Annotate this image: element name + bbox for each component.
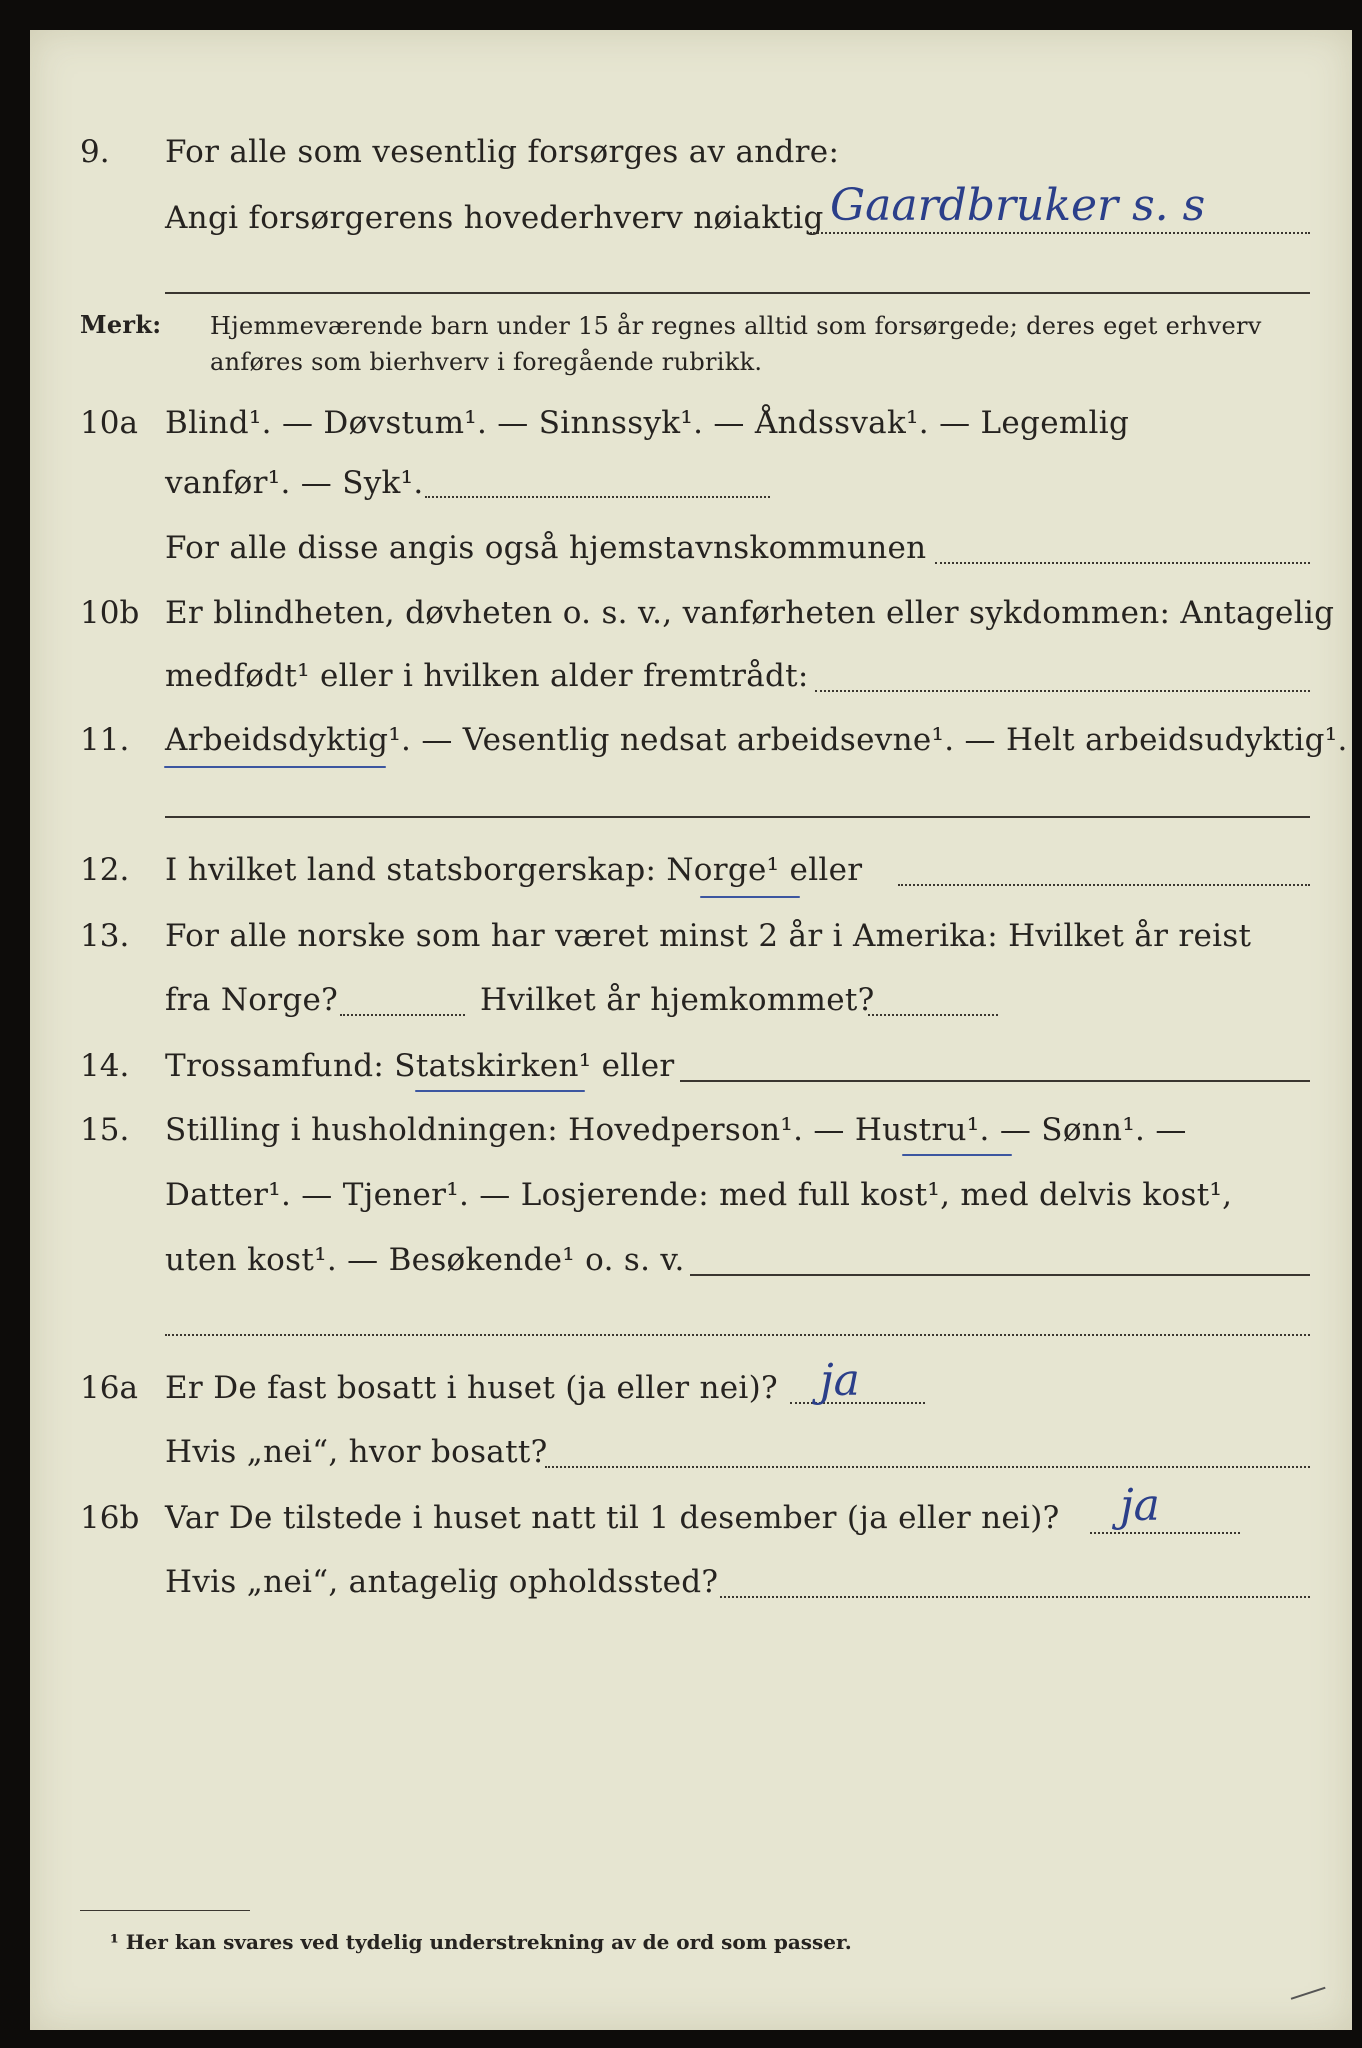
q12-underline-norge: [700, 896, 800, 898]
q16a-line1: Er De fast bosatt i huset (ja eller nei)?: [165, 1370, 778, 1406]
q9-answer-handwriting: Gaardbruker s. s: [830, 180, 1206, 231]
q13-line2b: Hvilket år hjemkommet?: [480, 982, 875, 1018]
q10a-line3: For alle disse angis også hjemstavnskommunen: [165, 530, 927, 566]
q16a-bosatt-line: [545, 1466, 1310, 1468]
census-form-page: [30, 30, 1352, 2030]
q10b-line2: medfødt¹ eller i hvilken alder fremtrådt:: [165, 658, 809, 694]
q9-extra-line: [165, 292, 1310, 294]
q15-answer-line: [690, 1274, 1310, 1276]
q10a-hjemstavn-line: [935, 562, 1310, 564]
q13-line1: For alle norske som har været minst 2 år i Amerika: Hvilket år reist: [165, 918, 1252, 954]
q9-number: 9.: [80, 134, 110, 170]
q16a-answer-handwriting: ja: [820, 1355, 860, 1406]
merk-line2: anføres som bierhverv i foregående rubrikk.: [210, 348, 763, 376]
q11-number: 11.: [80, 722, 130, 758]
q15-number: 15.: [80, 1112, 130, 1148]
q13-reist-line: [340, 1014, 465, 1016]
footnote-text: ¹ Her kan svares ved tydelig understrekning av de ord som passer.: [110, 1930, 852, 1954]
merk-label: Merk:: [80, 310, 162, 339]
q15-line3: uten kost¹. — Besøkende¹ o. s. v.: [165, 1242, 685, 1278]
q16b-line1: Var De tilstede i huset natt til 1 desember (ja eller nei)?: [165, 1500, 1060, 1536]
q16b-line2: Hvis „nei“, antagelig opholdssted?: [165, 1564, 719, 1600]
q11-line1: Arbeidsdyktig¹. — Vesentlig nedsat arbeidsevne¹. — Helt arbeidsudyktig¹.: [165, 722, 1348, 758]
q15-extra-line: [165, 1334, 1310, 1336]
q14-answer-line: [680, 1080, 1310, 1082]
q13-line2a: fra Norge?: [165, 982, 339, 1018]
q15-line2: Datter¹. — Tjener¹. — Losjerende: med full kost¹, med delvis kost¹,: [165, 1177, 1233, 1213]
q9-line2: Angi forsørgerens hovederhverv nøiaktig: [165, 200, 824, 236]
q16b-answer-handwriting: ja: [1120, 1480, 1160, 1531]
q13-number: 13.: [80, 918, 130, 954]
q12-number: 12.: [80, 852, 130, 888]
q11-extra-line: [165, 816, 1310, 818]
q15-line1: Stilling i husholdningen: Hovedperson¹. — Hustru¹. — Sønn¹. —: [165, 1112, 1187, 1148]
q14-line1: Trossamfund: Statskirken¹ eller: [165, 1048, 675, 1084]
q10b-number: 10b: [80, 595, 140, 631]
q16b-number: 16b: [80, 1500, 140, 1536]
q14-number: 14.: [80, 1048, 130, 1084]
q10a-syk-line: [425, 496, 770, 498]
q16b-answer-line: [1090, 1532, 1240, 1534]
corner-mark-icon: [1291, 1987, 1330, 2011]
q14-underline-statskirken: [415, 1090, 585, 1092]
q9-answer-line: [810, 232, 1310, 234]
q9-line1: For alle som vesentlig forsørges av andre:: [165, 134, 840, 170]
q10a-line1: Blind¹. — Døvstum¹. — Sinnssyk¹. — Åndssvak¹. — Legemlig: [165, 405, 1130, 441]
footnote-separator: [80, 1910, 250, 1911]
merk-line1: Hjemmeværende barn under 15 år regnes alltid som forsørgede; deres eget erhverv: [210, 312, 1262, 340]
q13-hjemkommet-line: [868, 1014, 998, 1016]
q10b-line1: Er blindheten, døvheten o. s. v., vanførheten eller sykdommen: Antagelig: [165, 595, 1335, 631]
q16b-opholdssted-line: [720, 1596, 1310, 1598]
q12-answer-line: [898, 884, 1310, 886]
q10b-answer-line: [815, 690, 1310, 692]
q10a-line2: vanfør¹. — Syk¹.: [165, 465, 424, 501]
q12-line1: I hvilket land statsborgerskap: Norge¹ eller: [165, 852, 863, 888]
q10a-number: 10a: [80, 405, 138, 441]
q16a-number: 16a: [80, 1370, 138, 1406]
q16a-line2: Hvis „nei“, hvor bosatt?: [165, 1434, 548, 1470]
q15-underline-hustru: [902, 1154, 1012, 1156]
q11-underline-arbeidsdyktig: [164, 766, 386, 768]
